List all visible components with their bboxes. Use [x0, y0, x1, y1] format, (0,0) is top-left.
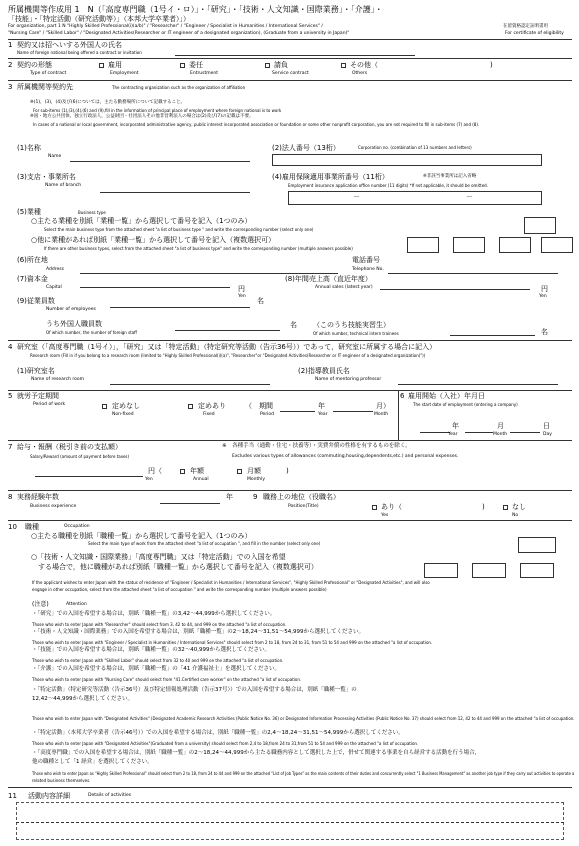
foreign-staff-label: うち外国人職員数 [46, 320, 102, 328]
attention-skilled-english: Those who wish to enter Japan with "Skilled Labor" should select from 32 to 40 and 999 on the attached "a list of occupation. [32, 658, 284, 663]
org-name-label: (1)名称 [17, 144, 41, 152]
section-7-number: 7 [8, 443, 13, 451]
occupation-label-english: Occupation [64, 524, 90, 529]
section-2-number: 2 [8, 61, 13, 69]
salary-annual-english: Annual [193, 477, 209, 482]
main-occupation-number-box[interactable] [518, 537, 556, 553]
capital-label: (7)資本金 [17, 275, 48, 283]
contract-others-label: その他（ [350, 61, 378, 69]
period-year-unit: 年 [318, 402, 325, 410]
section-9-number: 9 [253, 493, 258, 501]
foreign-name-field[interactable] [175, 55, 415, 56]
salary-yen-unit-english: Yen [145, 477, 153, 482]
main-business-option: ○主たる業種を別紙「業種一覧」から選択して番号を記入（1つのみ） [31, 217, 252, 225]
position-label-english: Position(Title) [288, 504, 319, 509]
form-title-line2: 「技能」・「特定活動（研究活動等）」（本邦大学卒業者）」） [8, 15, 190, 23]
annual-sales-unit: 円 [541, 285, 548, 293]
position-no-checkbox[interactable] [503, 505, 508, 510]
annual-sales-field[interactable] [380, 289, 530, 290]
other-occupation-number-box-2[interactable] [472, 563, 506, 578]
experience-label: 実務経験年数 [17, 493, 59, 501]
contract-entrustment-checkbox[interactable] [180, 63, 185, 68]
start-day-field[interactable] [510, 432, 540, 433]
capital-unit-english: Yen [238, 294, 246, 299]
period-fixed-label: 定めあり [198, 402, 226, 410]
org-name-field[interactable] [70, 161, 250, 162]
start-day-unit-english: Day [543, 432, 552, 437]
attention-skilled: ・「技能」での入国を希望する場合は，別紙「職種一覧」の32～40,999から選択してください。 [32, 647, 270, 653]
main-business-number-box[interactable] [524, 217, 556, 234]
section-4-number: 4 [8, 343, 13, 351]
note-principal-place: ※(1)，(3)，(4)及び(6)については，主たる勤務場所について記載すること。 [30, 100, 186, 105]
attention-designated-line2: 12,42～44,999から選択してください。 [32, 696, 133, 702]
annual-sales-label: (8)年間売上高（直近年度） [285, 275, 372, 283]
contract-service-label: 請負 [274, 61, 288, 69]
salary-monthly-checkbox[interactable] [237, 469, 242, 474]
period-month-unit-english: Month [374, 412, 389, 417]
branch-name-label: (3)支店・事業所名 [17, 173, 76, 181]
salary-note: ※ 各種手当（通勤・住宅・扶養等）・実費弁償の性格を有するものを除く。 [222, 443, 411, 449]
employment-start-label: 雇用開始（入社）年月日 [408, 392, 485, 400]
attention-researcher: ・「研究」での入国を希望する場合は，別紙「職種一覧」の3,42～44,999から選択してください。 [32, 611, 276, 617]
period-fixed-english: Fixed [203, 412, 215, 417]
telephone-label-english: Telephone No. [352, 267, 384, 272]
salary-annual-label: 年額 [190, 467, 204, 475]
main-business-option-english: Select the main business type from the attached sheet "a list of business type " and write the corresponding number (select only one) [44, 227, 314, 232]
position-yes-checkbox[interactable] [372, 505, 377, 510]
section-8-number: 8 [8, 493, 13, 501]
telephone-field[interactable] [388, 273, 558, 274]
attention-hsp-english: Those who wish to enter Japan as "Highly Skilled Professional" should select from 2 to 18, from 24 to 44 and 999 on the attached "List of Job Types" as the main contents of their duties and concurrently select "1 Business Management" as another job type if they carry out activities to operate a [32, 771, 575, 776]
attention-graduate-english: Those who wish to enter Japan with "Designated Activities"(Graduated from a university) should select from 2,4 to 18,from 24 to 31,from 51 to 54 and 999 on the attached "a list of occupation. [32, 741, 419, 746]
professor-name-field[interactable] [398, 384, 558, 385]
start-year-field[interactable] [420, 432, 450, 433]
period-nonfixed-label: 定めなし [112, 402, 140, 410]
employees-field[interactable] [110, 307, 250, 308]
position-yes-english: Yes [381, 513, 389, 518]
occupation-label: 職種 [25, 523, 39, 531]
form-title-english-line2: "Nursing Care" / "Skilled Labor" / "Designated Activities(Researcher or IT engineer of a designated organization), (Graduate from a university in Japan)" [8, 31, 350, 36]
org-name-label-english: Name [48, 154, 62, 159]
attention-hsp-line2: 他の職種として「1 経営」を選択してください。 [32, 759, 153, 765]
start-year-unit-english: Year [448, 432, 458, 437]
branch-name-label-english: Name of branch [45, 183, 82, 188]
contract-others-english: Others [352, 71, 368, 76]
attention-hsp: ・「高度専門職」での入国を希望する場合は，別紙「職種一覧」の2～18,24～44,999から主たる職務内容として選択した上で，併せて関連する事業を自ら経営する活動を行う場合， [32, 750, 481, 756]
period-month-unit: 月） [376, 402, 390, 410]
trainees-label: （このうち技能実習生） [313, 321, 390, 329]
foreign-staff-field[interactable] [175, 330, 280, 331]
organization-label: 所属機関等契約先 [17, 83, 73, 91]
period-nonfixed-english: Non-fixed [112, 412, 134, 417]
salary-close: ) [286, 467, 289, 475]
address-label-english: Address [46, 267, 64, 272]
business-type-label-english: Business type [78, 210, 106, 215]
capital-field[interactable] [80, 287, 230, 288]
other-business-option: ○他に業種があれば別紙「業種一覧」から選択して番号を記入（複数選択可） [31, 236, 276, 244]
note-nonprofit-english: In cases of a national or local government, incorporated administrative agency, public interest incorporated association or foundation or some other nonprofit corporation, you are not required to fill in sub-items (7) and (8). [33, 122, 480, 127]
experience-label-english: Business experience [30, 504, 77, 509]
corporation-number-field[interactable] [272, 154, 542, 166]
annual-sales-unit-english: Yen [539, 294, 547, 299]
position-label: 職務上の地位（役職名） [263, 493, 340, 501]
contract-employment-english: Employment [110, 71, 139, 76]
start-month-field[interactable] [465, 432, 493, 433]
start-day-unit: 日 [543, 422, 550, 430]
section-11-number: 11 [8, 792, 17, 800]
insurance-number-label-english: Employment insurance application office number (11 digits) *If not applicable, it should be omitted. [288, 183, 488, 188]
contract-entrustment-english: Entrustment [190, 71, 219, 76]
section-3-number: 3 [8, 83, 13, 91]
professor-name-label: (2)指導教員氏名 [298, 367, 350, 375]
other-occupation-english-line2: engage in other occupation, select from the attached sheet "a list of occupation " and write the corresponding number (multiple answers possible) [32, 587, 327, 592]
branch-name-field[interactable] [100, 192, 250, 193]
other-occupation-english: If the applicant wishes to enter Japan with the status of residence of "Engineer / Specialist in Humanities / International Services", "Highly Skilled Professional" or "Designated Activities", and will also [32, 580, 430, 585]
annual-sales-label-english: Annual sales (latest year) [315, 285, 373, 290]
contract-employment-checkbox[interactable] [99, 63, 104, 68]
period-fixed-checkbox[interactable] [188, 404, 193, 409]
other-business-number-box-2[interactable] [453, 237, 485, 253]
trainees-unit: 名 [541, 328, 548, 336]
attention-researcher-english: Those who wish to enter Japan with "Researcher" should select from 3, 42 to 44, and 999 on the attached "a list of occupation. [32, 622, 287, 627]
section-5-number: 5 [8, 392, 13, 400]
research-room-name-label: (1)研究室名 [17, 367, 55, 375]
professor-name-label-english: Name of mentoring professor [315, 377, 382, 382]
certificate-label: 在留資格認定証明書用 [503, 24, 548, 29]
other-business-option-english: If there are other business types, select from the attached sheet "a list of business type" and write the corresponding number (multiple answers possible) [44, 246, 353, 251]
capital-unit: 円 [238, 285, 245, 293]
section-10-number: 10 [8, 523, 17, 531]
attention-graduate: ・「特定活動」（本邦大学卒業者（告示46号））での入国を希望する場合は，別紙「職種一覧」の2,4～18,24～31,51～54,999から選択してください。 [32, 730, 404, 736]
attention-label: (注意) [32, 601, 49, 608]
other-business-number-box-3[interactable] [499, 237, 531, 253]
attention-engineer: ・「技術・人文知識・国際業務」での入国を希望する場合は，別紙「職種一覧」の2～18,24～31,51～54,999から選択してください。 [32, 629, 364, 635]
section-1-number: 1 [8, 41, 13, 49]
section-6-number: 6 [400, 392, 405, 400]
attention-nursing: ・「介護」での入国を希望する場合は，別紙「職種一覧」の「41 介護福祉士」を選択してください。 [32, 666, 281, 672]
attention-designated: ・「特定活動」（特定研究等活動（告示36号）及び特定情報処理活動（告示37号））での入国を希望する場合は，別紙「職種一覧」の [32, 687, 357, 693]
main-occupation-option: ○主たる職種を別紙「職種一覧」から選択して番号を記入（1つのみ） [31, 532, 252, 540]
attention-designated-english: Those who wish to enter Japan with "Designated Activities" (Designated Academic Research Activities (Public Notice No. 36) or Designated Information Processing Activities (Public Notice No. 37) should select from 12, 42 to 44 and 999 on the attached "a list of occupation. [32, 716, 575, 721]
insurance-number-note: ※非該当事業所は記入省略 [423, 174, 477, 179]
attention-engineer-english: Those who wish to enter Japan with "Engineer / Specialist in Humanities / International Services" should select from 2 to 18, from 24 to 31, from 51 to 54 and 999 on the attached "a list of occupation. [32, 640, 433, 645]
form-title: 所属機関等作成用 1 N（「高度専門職（1号イ・ロ）」・「研究」・「技術・人文知識・国際業務」・「介護」・ [8, 5, 383, 14]
position-yes-label: あり（ [381, 503, 402, 511]
foreign-name-label: 契約又は招へいする外国人の氏名 [17, 41, 122, 49]
salary-amount-field[interactable] [35, 476, 143, 477]
period-years-field[interactable] [280, 411, 315, 412]
contract-others-checkbox[interactable] [341, 63, 346, 68]
contract-type-label-english: Type of contract [30, 71, 67, 76]
other-business-number-box-1[interactable] [407, 237, 439, 253]
period-open-english: Period [260, 412, 275, 417]
period-year-unit-english: Year [318, 412, 328, 417]
foreign-name-label-english: Name of foreign national being offered a contract or invitation [17, 50, 142, 55]
salary-label: 給与・報酬（税引き前の支払額） [17, 443, 122, 451]
note-nonprofit: ※国・地方公共団体，独立行政法人，公益財団・社団法人その他非営利法人の場合は(2)及び(7)の記載は不要。 [30, 114, 254, 119]
insurance-number-label: (4)雇用保険適用事業所番号（11桁） [272, 173, 389, 181]
contract-employment-label: 雇用 [108, 61, 122, 69]
period-months-field[interactable] [333, 411, 373, 412]
organization-label-english: The contracting organization such as the organization of affiliation [112, 85, 246, 90]
salary-label-english: Salary/Reward (amount of payment before taxes) [30, 454, 130, 459]
research-room-label: 研究室（「高度専門職（1号イ）」，「研究」又は「特定活動」（特定研究等活動（告示36号））であって，研究室に所属する場合に記入） [17, 343, 437, 351]
insurance-number-field[interactable] [288, 191, 542, 205]
experience-field[interactable] [160, 503, 220, 504]
telephone-label: 電話番号 [352, 256, 380, 264]
contract-service-checkbox[interactable] [265, 63, 270, 68]
activity-details-label-english: Details of activities [88, 793, 132, 798]
contract-entrustment-label: 委任 [189, 61, 203, 69]
research-room-name-label-english: Name of research room [31, 377, 85, 382]
address-label: (6)所在地 [17, 256, 48, 264]
corporation-number-label: (2)法人番号（13桁） [272, 144, 340, 152]
period-open: （ 期間 [245, 402, 273, 410]
trainees-label-english: Of which number, technical intern trainees [313, 331, 399, 336]
form-title-english: For organization, part 1 N "Highly Skilled Professional(i)(a/b)" / "Researcher" / "Engineer / Specialist in Humanities / International Services" / [8, 24, 323, 29]
activity-details-label: 活動内容詳細 [28, 792, 70, 800]
other-occupation-number-box-3[interactable] [520, 563, 554, 578]
employees-unit: 名 [257, 297, 264, 305]
foreign-staff-unit: 名 [290, 321, 297, 329]
position-yes-close: ) [482, 503, 485, 511]
other-occupation-number-box-1[interactable] [424, 563, 458, 578]
work-period-label-english: Period of work [33, 402, 66, 407]
certificate-label-english: For certificate of eligibility [505, 31, 564, 36]
main-occupation-option-english: Select the main type of work from the attached sheet "a list of occupation ", and fill in the number (select only one) [88, 541, 321, 546]
activity-details-field[interactable] [16, 802, 564, 840]
work-period-label: 就労予定期間 [17, 392, 59, 400]
trainees-field[interactable] [450, 335, 535, 336]
research-room-label-english: Research room (Fill in if you belong to a research room (limited to "Highly Skilled Professional(i)(a)", "Researcher"or "Designated Activities(Researcher or IT engineer of a designated organization)")) [30, 353, 426, 358]
start-year-unit: 年 [452, 422, 459, 430]
employees-label-english: Number of employees [46, 307, 96, 312]
address-field[interactable] [80, 273, 338, 274]
salary-monthly-english: Monthly [247, 477, 266, 482]
attention-label-english: Attention [66, 602, 87, 607]
salary-note-english: Excludes various types of allowances (commuting,housing,dependents,etc.) and personal expenses. [232, 454, 459, 459]
experience-unit: 年 [226, 493, 233, 501]
research-room-name-field[interactable] [110, 384, 270, 385]
salary-yen-unit: 円（ [148, 467, 162, 475]
start-month-unit-english: Month [493, 432, 508, 437]
foreign-staff-label-english: Of which number, the number of foreign staff [46, 330, 137, 335]
start-month-unit: 月 [497, 422, 504, 430]
corporation-number-label-english: Corporation no. (combination of 13 numbers and letters) [358, 145, 472, 150]
period-nonfixed-checkbox[interactable] [102, 404, 107, 409]
business-type-label: (5)業種 [17, 208, 41, 216]
contract-service-english: Service contract [272, 71, 309, 76]
contract-type-label: 契約の形態 [17, 61, 52, 69]
contract-others-close: ) [490, 61, 493, 69]
employment-start-label-english: The start date of employment (entering a company) [413, 402, 518, 407]
attention-nursing-english: Those who wish to enter Japan with "Nursing Care" should select from "41.Certified care worker" on the attached "a list of occupation. [32, 677, 302, 682]
note-principal-place-english: For sub-items (1),(3),(4),(6) and (9),fill in the information of principal place of employment where foreign national is to work [33, 108, 282, 113]
other-occupation-option-line2: する場合で，他に職種があれば別紙「職種一覧」から選択して番号を記入（複数選択可） [38, 563, 318, 571]
other-business-number-box-4[interactable] [541, 237, 573, 253]
attention-hsp-english-line2: related business themselves. [32, 778, 91, 783]
other-occupation-option: ○「技術・人文知識・国際業務」「高度専門職」又は「特定活動」での入国を希望 [31, 553, 286, 561]
employees-label: (9)従業員数 [17, 297, 55, 305]
position-no-english: No [512, 513, 519, 518]
salary-annual-checkbox[interactable] [180, 469, 185, 474]
salary-monthly-label: 月額 [247, 467, 261, 475]
position-no-label: なし [512, 503, 526, 511]
capital-label-english: Capital [46, 285, 62, 290]
